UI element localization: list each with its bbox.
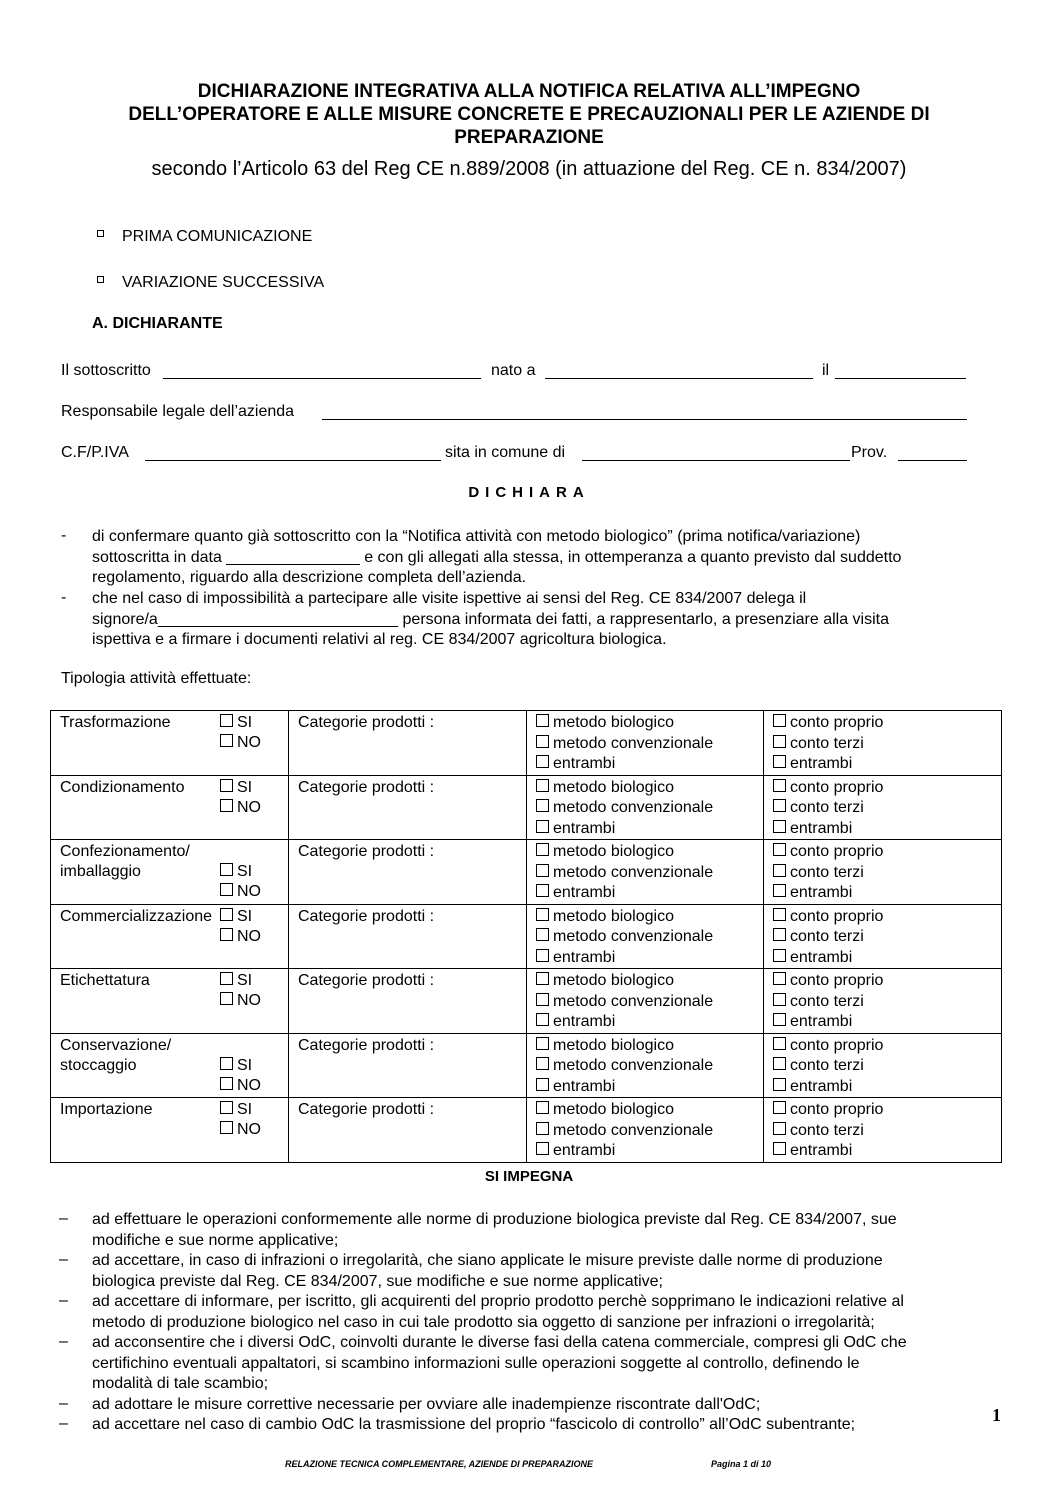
option-no[interactable] <box>220 927 261 948</box>
checkbox-icon[interactable] <box>536 779 549 792</box>
option-account[interactable] <box>773 713 1001 734</box>
footer-title: RELAZIONE TECNICA COMPLEMENTARE, AZIENDE DI PREPARAZIONE <box>285 1459 594 1469</box>
option-no[interactable] <box>220 798 261 819</box>
input-responsabile[interactable] <box>322 419 967 420</box>
impegna-item <box>92 1415 997 1436</box>
option-label: metodo convenzionale <box>553 1121 714 1139</box>
option-label: entrambi <box>790 884 853 901</box>
checkbox-icon[interactable] <box>536 843 549 856</box>
checkbox-icon[interactable] <box>773 864 786 877</box>
checkbox-icon[interactable] <box>536 1122 549 1135</box>
option-label: SI <box>237 1101 253 1118</box>
cell-methods <box>527 1098 764 1163</box>
checkbox-icon[interactable] <box>220 928 233 941</box>
checkbox-icon[interactable] <box>220 883 233 896</box>
activity-name: Confezionamento/ <box>60 843 190 860</box>
cell-categories[interactable] <box>289 775 527 840</box>
checkbox-icon[interactable] <box>773 820 786 833</box>
table-row <box>51 840 1002 905</box>
option-label: metodo biologico <box>553 778 674 796</box>
option-account[interactable] <box>773 927 1001 948</box>
option-account[interactable] <box>773 1056 1001 1077</box>
option-label: SI <box>237 714 253 731</box>
categories-label: Categorie prodotti : <box>298 843 435 860</box>
title-line: DELL’OPERATORE E ALLE MISURE CONCRETE E PRECAUZIONALI PER LE AZIENDE DI <box>128 104 930 125</box>
heading-si-impegna: SI IMPEGNA <box>484 1168 574 1185</box>
option-label: conto terzi <box>790 863 864 881</box>
option-account[interactable] <box>773 1100 1001 1121</box>
option-method[interactable] <box>536 1036 763 1057</box>
option-method[interactable] <box>536 778 763 799</box>
list-bullet: – <box>59 1333 68 1350</box>
option-label: conto terzi <box>790 799 864 816</box>
option-si[interactable] <box>220 713 252 734</box>
text-line: che nel caso di impossibilità a partecipare alle visite ispettive ai sensi del Reg. CE 834/2007 delega il <box>92 590 807 607</box>
activity-name: Etichettatura <box>60 972 150 989</box>
option-label: NO <box>237 1121 261 1138</box>
option-label: PRIMA COMUNICAZIONE <box>122 228 313 245</box>
option-label: conto proprio <box>790 907 884 925</box>
option-account[interactable] <box>773 863 1001 884</box>
text-line: ad accettare di informare, per iscritto, gli acquirenti del proprio prodotto perchè sopprimano le indicazioni relative al <box>92 1293 904 1310</box>
cell-methods <box>527 904 764 969</box>
checkbox-icon[interactable] <box>773 1078 786 1091</box>
checkbox-icon[interactable] <box>97 276 104 283</box>
document-title <box>0 80 1058 149</box>
cell-activity <box>51 969 289 1034</box>
option-label: SI <box>237 863 253 880</box>
input-nato-a[interactable] <box>545 378 813 379</box>
impegna-item <box>92 1251 997 1292</box>
option-si[interactable] <box>220 862 252 883</box>
checkbox-icon[interactable] <box>773 843 786 856</box>
option-label: entrambi <box>553 884 616 901</box>
checkbox-icon[interactable] <box>536 908 549 921</box>
checkbox-icon[interactable] <box>220 1101 233 1114</box>
option-account[interactable] <box>773 819 1001 840</box>
dichiara-item <box>92 527 997 589</box>
option-label: metodo convenzionale <box>553 928 714 945</box>
option-account[interactable] <box>773 842 1001 863</box>
option-method[interactable] <box>536 1141 763 1162</box>
checkbox-icon[interactable] <box>536 993 549 1006</box>
option-no[interactable] <box>220 1120 261 1141</box>
checkbox-icon[interactable] <box>220 779 233 792</box>
checkbox-icon[interactable] <box>220 992 233 1005</box>
option-method[interactable] <box>536 927 763 948</box>
table-row <box>51 711 1002 776</box>
option-label: NO <box>237 883 261 900</box>
option-si[interactable] <box>220 907 252 928</box>
option-label: NO <box>237 992 261 1009</box>
cell-categories[interactable] <box>289 1098 527 1163</box>
option-label: conto proprio <box>790 1101 884 1118</box>
categories-label: Categorie prodotti : <box>298 1036 435 1054</box>
option-account[interactable] <box>773 1036 1001 1057</box>
checkbox-icon[interactable] <box>220 714 233 727</box>
text-line: di confermare quanto già sottoscritto con la “Notifica attività con metodo biologico” (prima notifica/variazione) <box>92 528 861 545</box>
option-label: metodo biologico <box>553 714 674 731</box>
checkbox-icon[interactable] <box>773 908 786 921</box>
option-label: entrambi <box>790 1142 853 1159</box>
table-row <box>51 904 1002 969</box>
option-label: metodo biologico <box>553 907 674 925</box>
checkbox-icon[interactable] <box>773 993 786 1006</box>
option-account[interactable] <box>773 948 1001 969</box>
list-bullet: – <box>59 1251 68 1268</box>
option-method[interactable] <box>536 883 763 904</box>
text-line: ad accettare nel caso di cambio OdC la trasmissione del proprio “fascicolo di controllo” all’OdC subentrante; <box>92 1416 856 1433</box>
impegna-item <box>92 1210 997 1251</box>
option-method[interactable] <box>536 1056 763 1077</box>
option-label: entrambi <box>553 948 616 966</box>
option-account[interactable] <box>773 1077 1001 1098</box>
option-prima-comunicazione[interactable] <box>97 228 312 246</box>
option-account[interactable] <box>773 883 1001 904</box>
table-row <box>51 969 1002 1034</box>
list-bullet: - <box>61 589 67 606</box>
checkbox-icon[interactable] <box>773 949 786 962</box>
option-label: metodo convenzionale <box>553 734 714 752</box>
checkbox-icon[interactable] <box>773 1037 786 1050</box>
document-subtitle: secondo l’Articolo 63 del Reg CE n.889/2008 (in attuazione del Reg. CE n. 834/2007) <box>151 158 907 180</box>
option-label: metodo biologico <box>553 843 674 860</box>
option-label: entrambi <box>553 755 616 772</box>
cell-categories[interactable] <box>289 711 527 776</box>
list-bullet: – <box>59 1210 68 1227</box>
table-row <box>51 1098 1002 1163</box>
option-label: conto proprio <box>790 714 884 731</box>
checkbox-icon[interactable] <box>773 972 786 985</box>
option-label: NO <box>237 798 261 816</box>
option-label: conto terzi <box>790 734 864 752</box>
cell-methods <box>527 711 764 776</box>
checkbox-icon[interactable] <box>536 928 549 941</box>
impegna-item <box>92 1395 997 1416</box>
checkbox-icon[interactable] <box>773 928 786 941</box>
label-il: il <box>822 362 830 379</box>
section-heading-dichiarante: A. DICHIARANTE <box>92 315 223 332</box>
footer-page: Pagina 1 di 10 <box>711 1459 772 1469</box>
text-line: ispettiva e a firmare i documenti relativi al reg. CE 834/2007 agricoltura biologica. <box>92 631 667 648</box>
option-no[interactable] <box>220 733 261 754</box>
checkbox-icon[interactable] <box>773 1013 786 1026</box>
impegna-item <box>92 1333 997 1395</box>
activities-table <box>50 710 1002 1163</box>
option-account[interactable] <box>773 798 1001 819</box>
option-label: conto terzi <box>790 992 864 1010</box>
categories-label: Categorie prodotti : <box>298 1101 435 1118</box>
page-number: 1 <box>992 1405 1001 1425</box>
checkbox-icon[interactable] <box>220 863 233 876</box>
option-method[interactable] <box>536 734 763 755</box>
option-label: entrambi <box>790 1077 853 1095</box>
option-label: entrambi <box>553 1077 616 1095</box>
text-line: certifichino eventuali appaltatori, si scambino informazioni sulle operazioni soggette al controllo, definendo le <box>92 1354 860 1372</box>
checkbox-icon[interactable] <box>220 799 233 812</box>
label-responsabile: Responsabile legale dell’azienda <box>61 403 295 420</box>
checkbox-icon[interactable] <box>536 1057 549 1070</box>
option-no[interactable] <box>220 882 261 903</box>
option-account[interactable] <box>773 754 1001 775</box>
option-label: metodo convenzionale <box>553 1057 714 1074</box>
option-account[interactable] <box>773 1121 1001 1142</box>
option-label: conto proprio <box>790 778 884 796</box>
checkbox-icon[interactable] <box>536 1101 549 1114</box>
checkbox-icon[interactable] <box>536 1142 549 1155</box>
text-line: ad accettare, in caso di infrazioni o irregolarità, che siano applicate le misure previste dalle norme di produzione <box>92 1252 883 1269</box>
option-label: entrambi <box>553 1142 616 1159</box>
option-account[interactable] <box>773 907 1001 928</box>
option-label: SI <box>237 907 253 925</box>
option-label: entrambi <box>790 819 853 837</box>
label-sita: sita in comune di <box>445 444 566 461</box>
cell-categories[interactable] <box>289 969 527 1034</box>
cell-accounts <box>764 969 1002 1034</box>
text-line: ad effettuare le operazioni conformemente alle norme di produzione biologica previste dal Reg. CE 834/2007, sue <box>92 1211 897 1228</box>
checkbox-icon[interactable] <box>536 735 549 748</box>
cell-activity <box>51 1098 289 1163</box>
text-line: modifiche e sue norme applicative; <box>92 1231 339 1249</box>
option-label: conto terzi <box>790 928 864 945</box>
option-label: NO <box>237 734 261 751</box>
categories-label: Categorie prodotti : <box>298 714 435 731</box>
option-si[interactable] <box>220 1056 252 1077</box>
input-comune[interactable] <box>582 460 850 461</box>
cell-methods <box>527 840 764 905</box>
title-line: PREPARAZIONE <box>454 127 604 148</box>
table-row <box>51 1033 1002 1098</box>
checkbox-icon[interactable] <box>773 1122 786 1135</box>
checkbox-icon[interactable] <box>220 1077 233 1090</box>
option-account[interactable] <box>773 992 1001 1013</box>
checkbox-icon[interactable] <box>773 755 786 768</box>
option-method[interactable] <box>536 1100 763 1121</box>
option-label: conto proprio <box>790 1036 884 1054</box>
checkbox-icon[interactable] <box>773 1142 786 1155</box>
cell-categories[interactable] <box>289 840 527 905</box>
option-label: SI <box>237 972 253 989</box>
categories-label: Categorie prodotti : <box>298 907 435 925</box>
categories-label: Categorie prodotti : <box>298 972 435 989</box>
text-line: biologica previste dal Reg. CE 834/2007, sue modifiche e sue norme applicative; <box>92 1272 663 1290</box>
categories-label: Categorie prodotti : <box>298 778 435 796</box>
activity-name: Trasformazione <box>60 714 171 731</box>
cell-activity <box>51 904 289 969</box>
checkbox-icon[interactable] <box>536 949 549 962</box>
text-line: ad acconsentire che i diversi OdC, coinvolti durante le diverse fasi della catena commerciale, compresi gli OdC che <box>92 1334 907 1351</box>
option-label: metodo biologico <box>553 972 674 989</box>
option-method[interactable] <box>536 798 763 819</box>
label-prov: Prov. <box>851 444 888 461</box>
checkbox-icon[interactable] <box>536 755 549 768</box>
checkbox-icon[interactable] <box>773 735 786 748</box>
checkbox-icon[interactable] <box>773 714 786 727</box>
cell-accounts <box>764 840 1002 905</box>
activity-name: Conservazione/ <box>60 1036 172 1054</box>
option-method[interactable] <box>536 819 763 840</box>
checkbox-icon[interactable] <box>536 1013 549 1026</box>
label-tipologia: Tipologia attività effettuate: <box>61 670 252 687</box>
checkbox-icon[interactable] <box>97 230 104 237</box>
checkbox-icon[interactable] <box>773 1057 786 1070</box>
cell-accounts <box>764 775 1002 840</box>
option-label: conto terzi <box>790 1121 864 1139</box>
impegna-item <box>92 1292 997 1333</box>
cell-categories[interactable] <box>289 904 527 969</box>
checkbox-icon[interactable] <box>536 1037 549 1050</box>
activity-name: stoccaggio <box>60 1056 137 1074</box>
option-label: entrambi <box>790 1013 853 1030</box>
option-method[interactable] <box>536 863 763 884</box>
option-method[interactable] <box>536 1012 763 1033</box>
activity-name: imballaggio <box>60 863 141 880</box>
option-method[interactable] <box>536 971 763 992</box>
list-bullet: – <box>59 1292 68 1309</box>
option-label: conto terzi <box>790 1057 864 1074</box>
option-si[interactable] <box>220 778 252 799</box>
option-account[interactable] <box>773 734 1001 755</box>
option-label: conto proprio <box>790 972 884 989</box>
checkbox-icon[interactable] <box>773 799 786 812</box>
cell-activity <box>51 1033 289 1098</box>
activity-name: Commercializzazione <box>60 907 213 925</box>
option-account[interactable] <box>773 778 1001 799</box>
option-label: metodo biologico <box>553 1101 674 1118</box>
text-line: ad adottare le misure correttive necessarie per ovviare alle inadempienze riscontrate dall'OdC; <box>92 1395 761 1413</box>
option-label: entrambi <box>790 755 853 772</box>
input-cf[interactable] <box>145 460 441 461</box>
option-label: NO <box>237 1076 261 1094</box>
option-label: VARIAZIONE SUCCESSIVA <box>122 274 325 291</box>
text-line: sottoscritta in data _______________ e con gli allegati alla stessa, in ottemperanza a quanto previsto dal suddetto <box>92 548 902 566</box>
option-method[interactable] <box>536 754 763 775</box>
cell-categories[interactable] <box>289 1033 527 1098</box>
option-account[interactable] <box>773 1012 1001 1033</box>
option-method[interactable] <box>536 948 763 969</box>
checkbox-icon[interactable] <box>220 972 233 985</box>
option-method[interactable] <box>536 842 763 863</box>
label-nato-a: nato a <box>491 362 536 379</box>
checkbox-icon[interactable] <box>773 779 786 792</box>
text-line: regolamento, riguardo alla descrizione completa dell’azienda. <box>92 569 527 586</box>
text-line: metodo di produzione biologico nel caso in cui tale prodotto sia oggetto di sanzione per infrazioni o irregolarità; <box>92 1313 875 1331</box>
option-variazione-successiva[interactable] <box>97 274 324 292</box>
text-line: signore/a___________________________ persona informata dei fatti, a rappresentarlo, a presenziare alla visita <box>92 610 890 628</box>
cell-accounts <box>764 904 1002 969</box>
option-label: metodo biologico <box>553 1036 674 1054</box>
table-row <box>51 775 1002 840</box>
option-label: entrambi <box>790 948 853 966</box>
text-line: modalità di tale scambio; <box>92 1375 269 1392</box>
list-bullet: – <box>59 1394 68 1412</box>
checkbox-icon[interactable] <box>536 820 549 833</box>
cell-accounts <box>764 711 1002 776</box>
option-label: SI <box>237 778 253 796</box>
checkbox-icon[interactable] <box>536 972 549 985</box>
option-method[interactable] <box>536 1121 763 1142</box>
option-label: conto proprio <box>790 843 884 860</box>
activity-name: Condizionamento <box>60 778 185 796</box>
cell-accounts <box>764 1098 1002 1163</box>
input-sottoscritto[interactable] <box>163 378 481 379</box>
cell-activity <box>51 711 289 776</box>
option-si[interactable] <box>220 1100 252 1121</box>
option-method[interactable] <box>536 1077 763 1098</box>
checkbox-icon[interactable] <box>220 1121 233 1134</box>
input-data-nascita[interactable] <box>835 378 966 379</box>
cell-accounts <box>764 1033 1002 1098</box>
checkbox-icon[interactable] <box>220 1057 233 1070</box>
option-label: entrambi <box>553 819 616 837</box>
cell-methods <box>527 969 764 1034</box>
checkbox-icon[interactable] <box>773 1101 786 1114</box>
checkbox-icon[interactable] <box>536 799 549 812</box>
list-bullet: – <box>59 1415 68 1432</box>
option-no[interactable] <box>220 1076 261 1097</box>
cell-methods <box>527 1033 764 1098</box>
option-label: NO <box>237 927 261 945</box>
checkbox-icon[interactable] <box>220 908 233 921</box>
option-account[interactable] <box>773 1141 1001 1162</box>
cell-methods <box>527 775 764 840</box>
label-cf: C.F/P.IVA <box>61 444 129 461</box>
option-account[interactable] <box>773 971 1001 992</box>
label-sottoscritto: Il sottoscritto <box>61 362 151 379</box>
input-prov[interactable] <box>898 460 967 461</box>
option-label: metodo convenzionale <box>553 799 714 816</box>
option-method[interactable] <box>536 713 763 734</box>
cell-activity <box>51 775 289 840</box>
option-label: SI <box>237 1056 253 1074</box>
option-label: metodo convenzionale <box>553 992 714 1010</box>
option-method[interactable] <box>536 907 763 928</box>
activity-name: Importazione <box>60 1101 153 1118</box>
checkbox-icon[interactable] <box>220 734 233 747</box>
checkbox-icon[interactable] <box>536 884 549 897</box>
option-method[interactable] <box>536 992 763 1013</box>
list-bullet: - <box>61 527 67 544</box>
heading-dichiara: DICHIARA <box>468 484 590 501</box>
title-line: DICHIARAZIONE INTEGRATIVA ALLA NOTIFICA RELATIVA ALL’IMPEGNO <box>197 81 861 102</box>
option-label: metodo convenzionale <box>553 863 714 881</box>
checkbox-icon[interactable] <box>773 884 786 897</box>
checkbox-icon[interactable] <box>536 1078 549 1091</box>
cell-activity <box>51 840 289 905</box>
option-label: entrambi <box>553 1013 616 1030</box>
option-no[interactable] <box>220 991 261 1012</box>
checkbox-icon[interactable] <box>536 714 549 727</box>
dichiara-item <box>92 589 997 651</box>
option-si[interactable] <box>220 971 252 992</box>
checkbox-icon[interactable] <box>536 864 549 877</box>
